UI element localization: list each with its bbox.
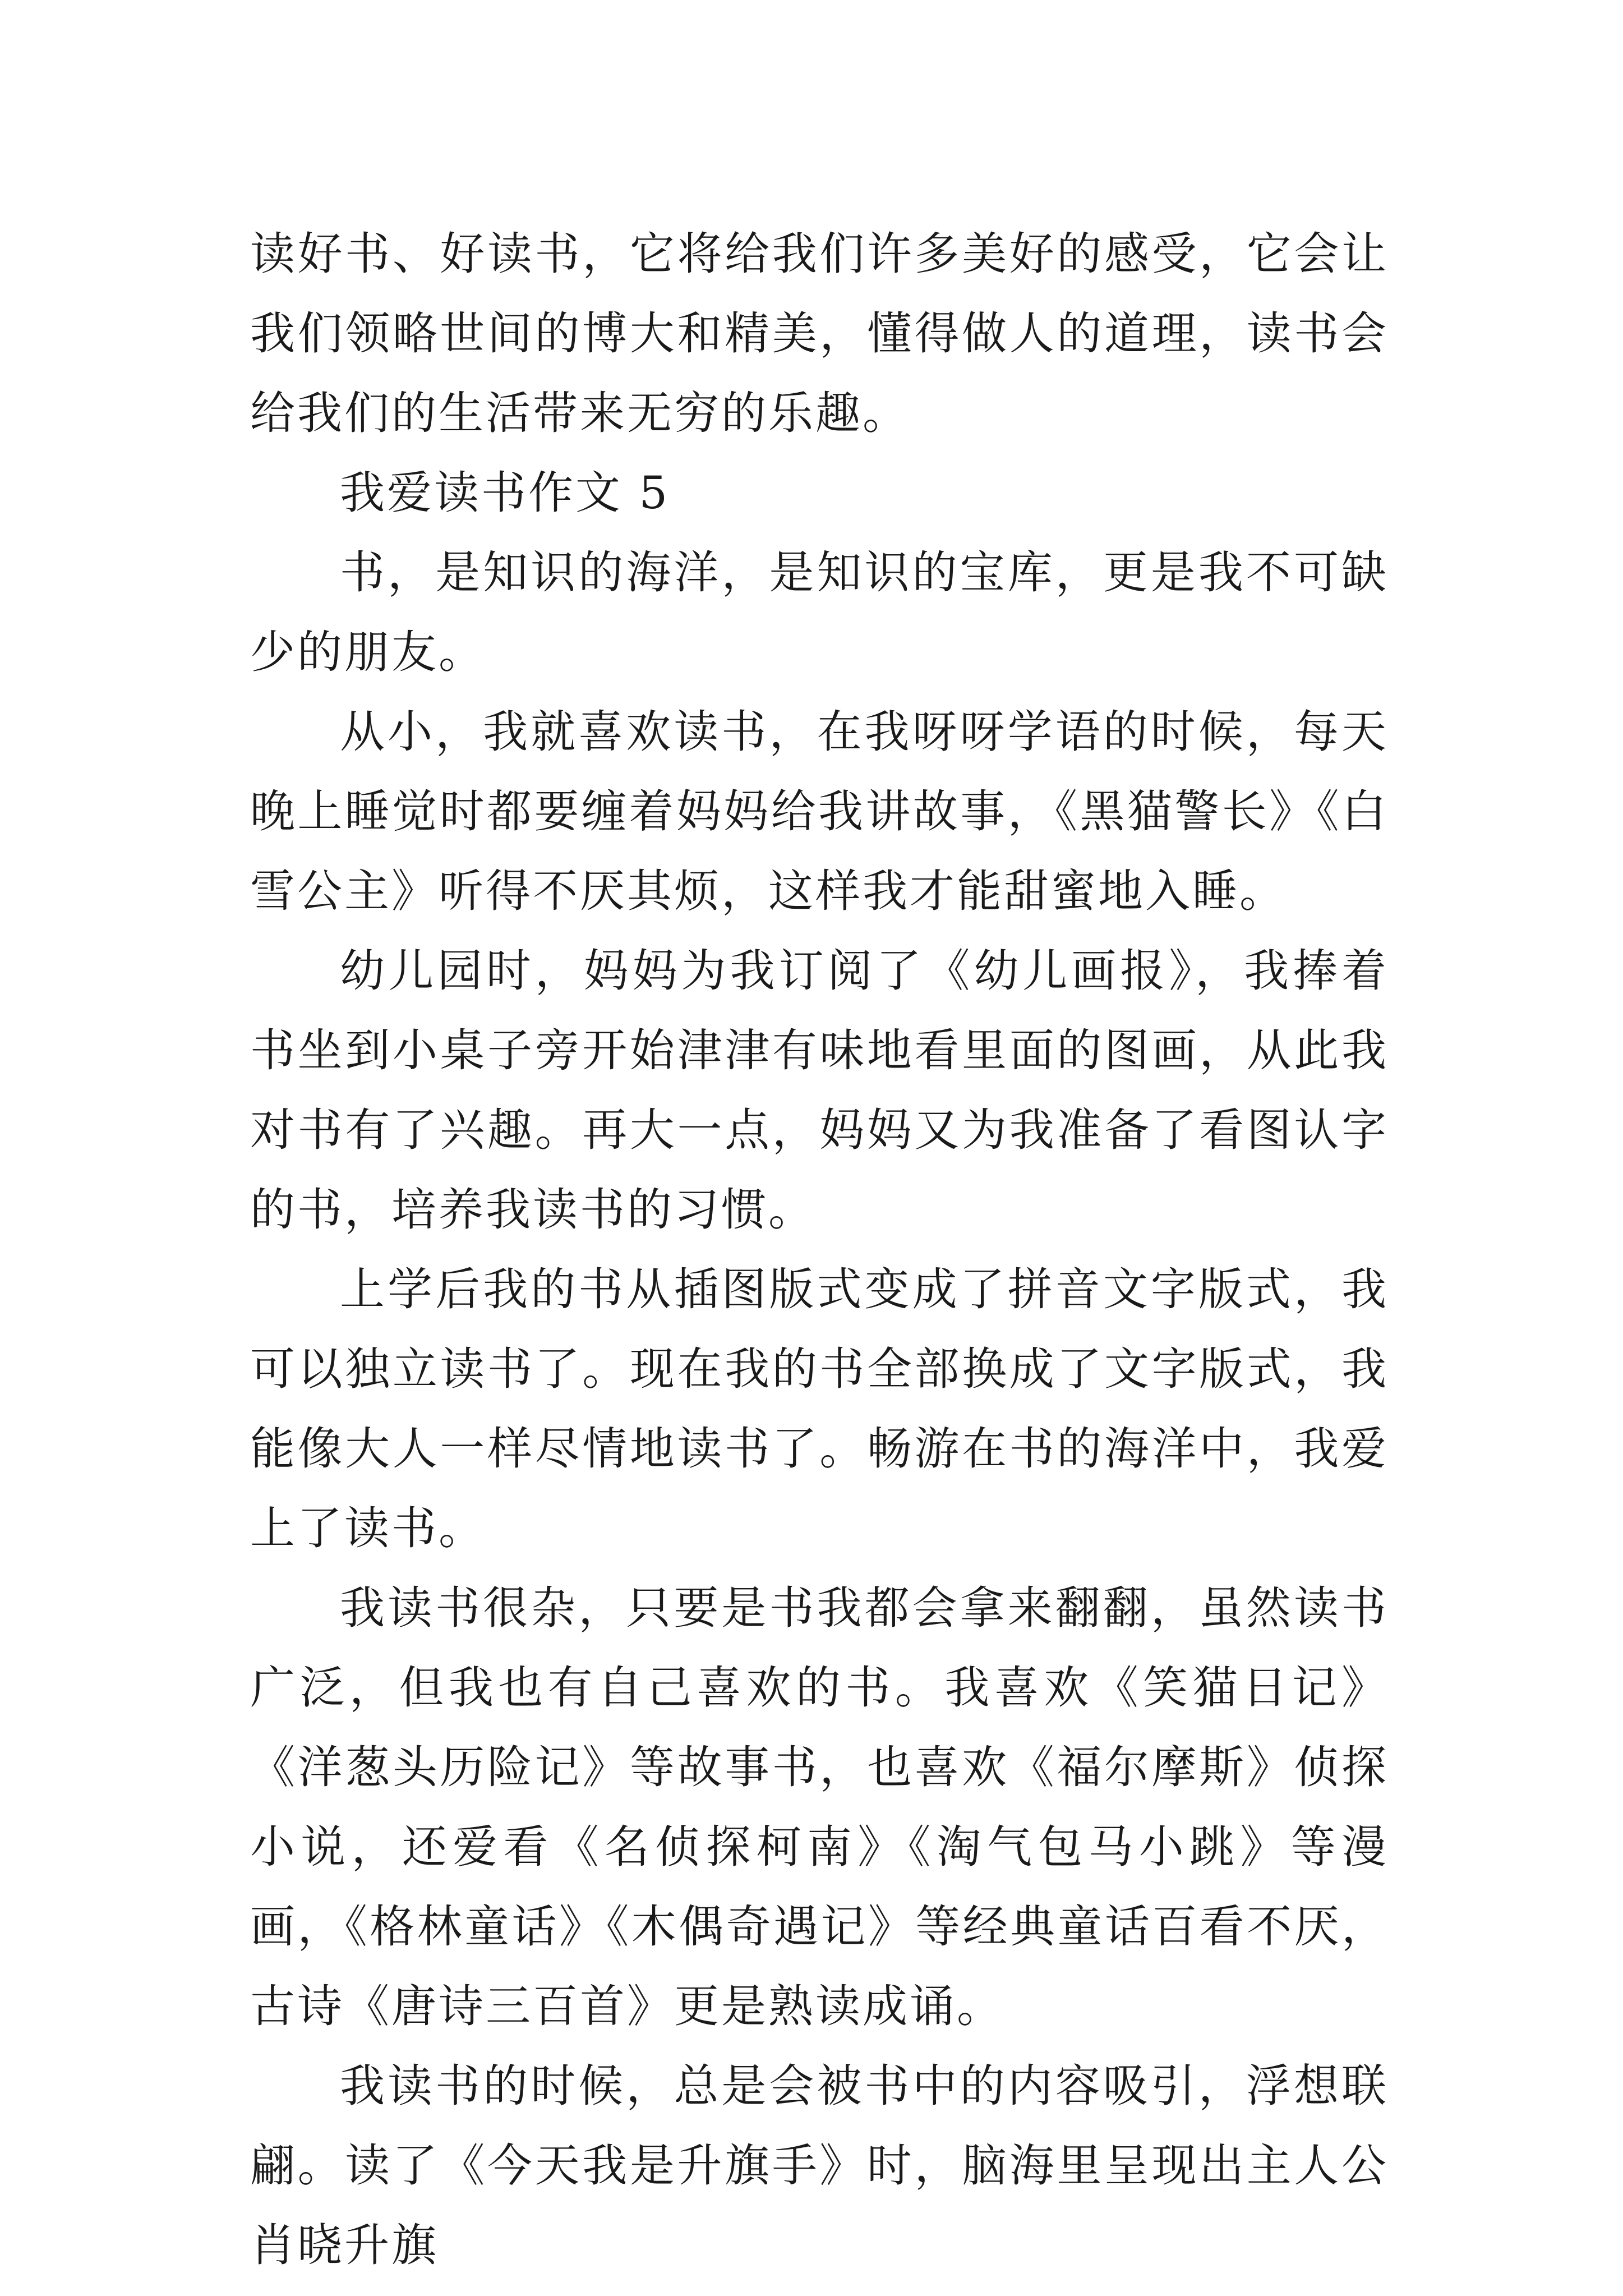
paragraph-4: 幼儿园时，妈妈为我订阅了《幼儿画报》，我捧着书坐到小桌子旁开始津津有味地看里面的图画，从此我对书有了兴趣。再大一点，妈妈又为我准备了看图认字的书，培养我读书的习惯。 (250, 945, 1389, 1236)
paragraph-3: 从小，我就喜欢读书，在我呀呀学语的时候，每天晚上睡觉时都要缠着妈妈给我讲故事，《黑猫警长》《白雪公主》听得不厌其烦，这样我才能甜蜜地入睡。 (250, 706, 1389, 917)
paragraph-7: 我读书的时候，总是会被书中的内容吸引，浮想联翩。读了《今天我是升旗手》时，脑海里呈现出主人公肖晓升旗 (250, 2060, 1389, 2271)
paragraph-6: 我读书很杂，只要是书我都会拿来翻翻，虽然读书广泛，但我也有自己喜欢的书。我喜欢《笑猫日记》《洋葱头历险记》等故事书，也喜欢《福尔摩斯》侦探小说，还爱看《名侦探柯南》《淘气包马小跳》等漫画，《格林童话》《木偶奇遇记》等经典童话百看不厌，古诗《唐诗三百首》更是熟读成诵。 (250, 1582, 1389, 2032)
paragraph-1: 读好书、好读书，它将给我们许多美好的感受，它会让我们领略世间的博大和精美，懂得做人的道理，读书会给我们的生活带来无穷的乐趣。 (250, 228, 1389, 439)
section-heading: 我爱读书作文 5 (340, 467, 670, 519)
paragraph-5: 上学后我的书从插图版式变成了拼音文字版式，我可以独立读书了。现在我的书全部换成了文字版式，我能像大人一样尽情地读书了。畅游在书的海洋中，我爱上了读书。 (250, 1263, 1389, 1554)
document-body (250, 214, 1389, 2285)
paragraph-2: 书，是知识的海洋，是知识的宝库，更是我不可缺少的朋友。 (250, 546, 1389, 678)
